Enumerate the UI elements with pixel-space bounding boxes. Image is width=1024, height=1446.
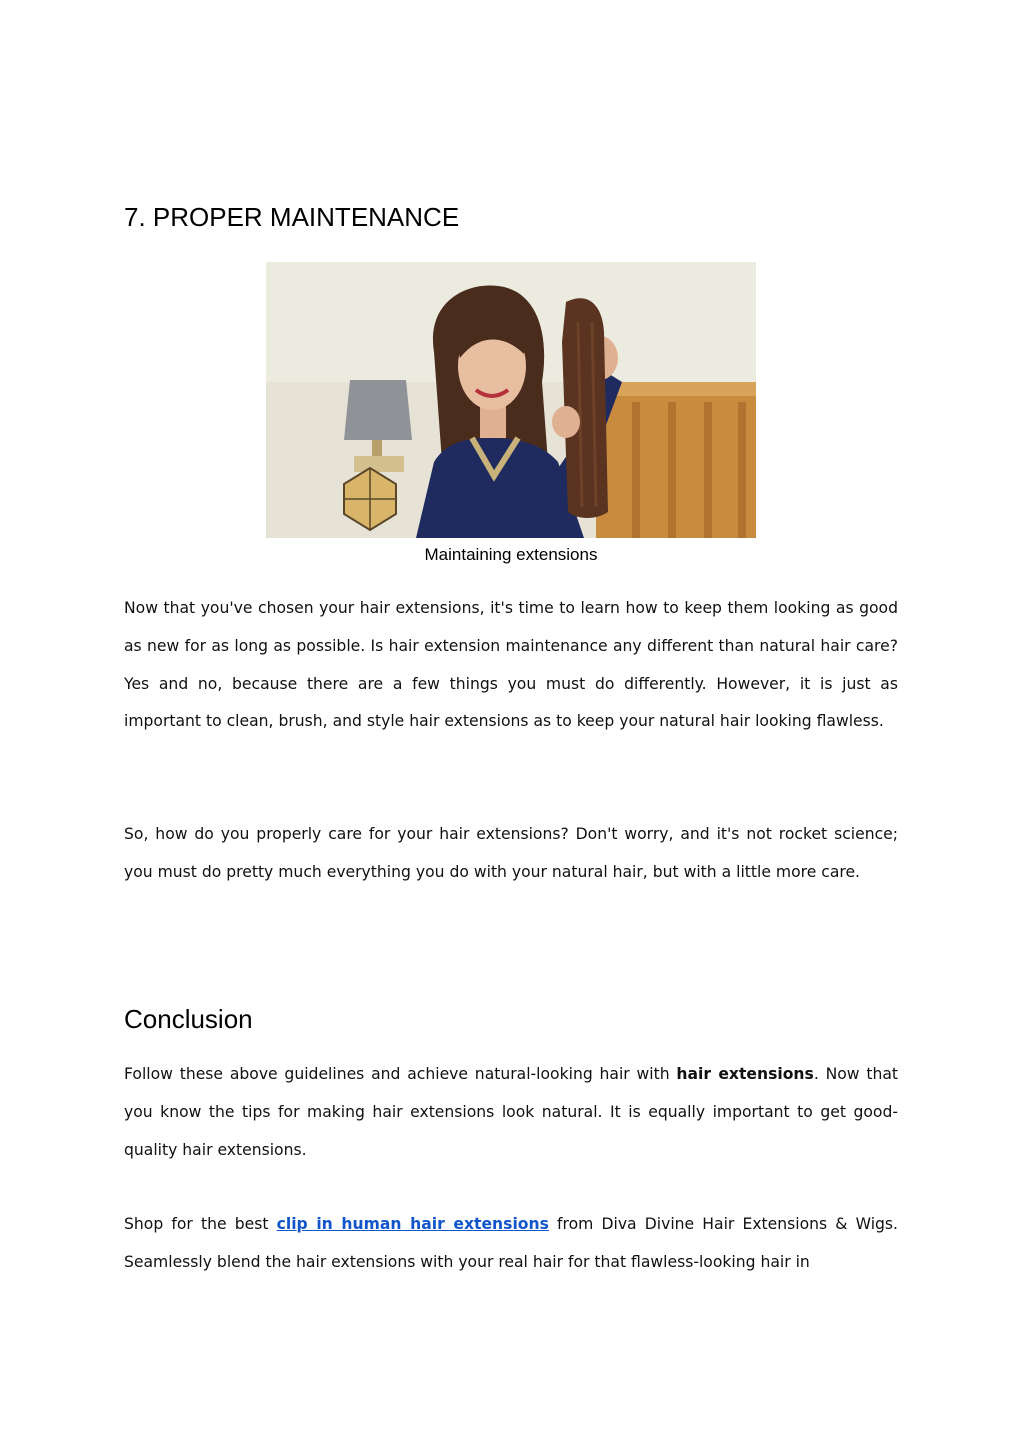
paragraph-conclusion-shop [124, 1206, 898, 1282]
shop-text-before: Shop for the best [124, 1215, 277, 1233]
section-heading-maintenance: 7. PROPER MAINTENANCE [124, 202, 460, 232]
photo-illustration [266, 262, 756, 538]
paragraph-maintenance-intro: Now that you've chosen your hair extensions, it's time to learn how to keep them looking as good as new for as long as possible. Is hair extension maintenance any different than natural hair care? Yes and no, because there are a few things you must do differently. However, it is just as important to clean, brush, and style hair extensions as to keep your natural hair looking flawless. [124, 599, 898, 731]
shop-text-after: from Diva Divine Hair Extensions & Wigs. Seamlessly blend the hair extensions with your real hair for that flawless-looking hair in [124, 1215, 899, 1271]
section-heading-conclusion: Conclusion [124, 1004, 253, 1034]
maintaining-extensions-photo [266, 262, 756, 538]
paragraph-maintenance-care: So, how do you properly care for your hair extensions? Don't worry, and it's not rocket science; you must do pretty much everything you do with your natural hair, but with a little more care. [124, 825, 898, 881]
image-caption: Maintaining extensions [424, 545, 598, 564]
clip-in-extensions-link[interactable]: clip in human hair extensions [276, 1215, 549, 1233]
paragraph-conclusion-guidelines [124, 1056, 898, 1169]
conclusion-text-before: Follow these above guidelines and achieve natural-looking hair with [124, 1065, 677, 1083]
conclusion-text-after: . Now that you know the tips for making hair extensions look natural. It is equally important to get good-quality hair extensions. [124, 1065, 898, 1159]
hair-extensions-bold: hair extensions [676, 1065, 814, 1083]
